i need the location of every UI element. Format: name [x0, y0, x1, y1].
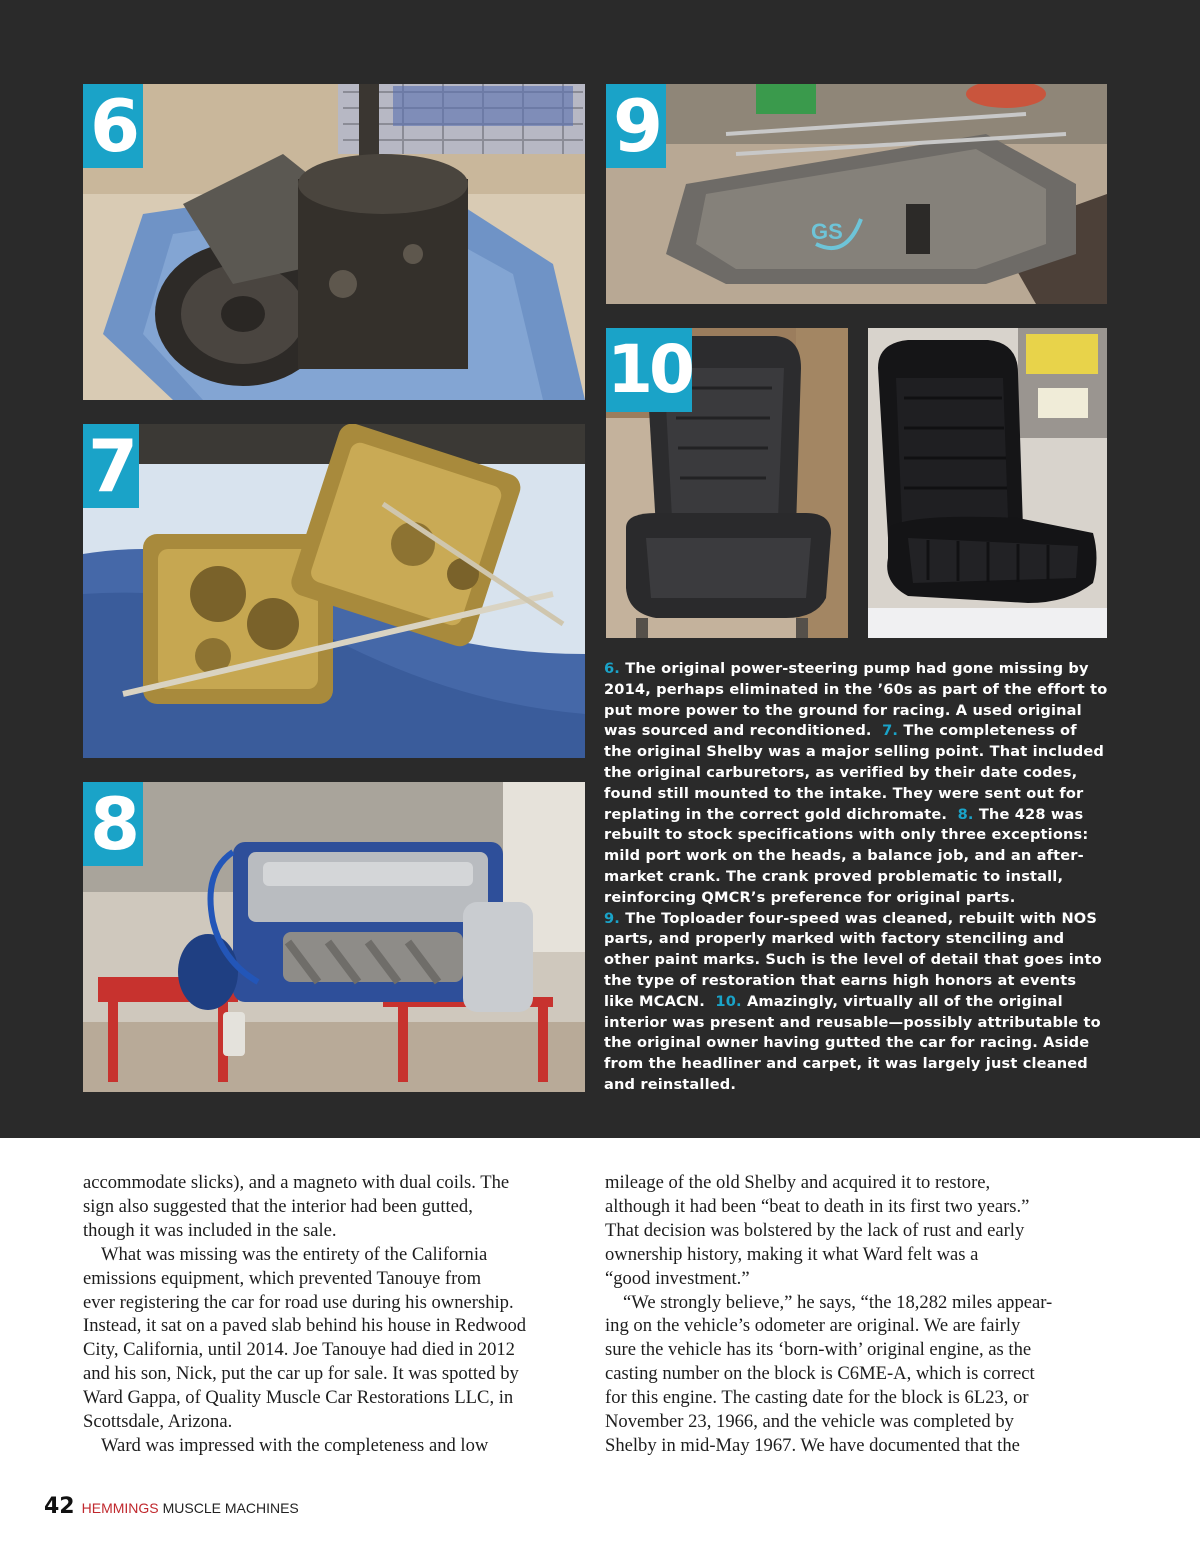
photo-number-badge-9: 9 [606, 84, 666, 168]
body-line: That decision was bolstered by the lack of rust and early [605, 1219, 1025, 1241]
body-column-left [83, 1171, 603, 1458]
body-line: November 23, 1966, and the vehicle was completed by [605, 1411, 1014, 1433]
body-line: sure the vehicle has its ‘born-with’ original engine, as the [605, 1339, 1032, 1361]
body-line: Scottsdale, Arizona. [83, 1411, 233, 1433]
body-paragraph [83, 1434, 603, 1458]
caption-number-8: 8. [957, 805, 974, 823]
body-line: although it had been “beat to death in its first two years.” [605, 1195, 1030, 1217]
gold-carburetors-image [83, 424, 585, 758]
body-line: for this engine. The casting date for the block is 6L23, or [605, 1387, 1029, 1409]
body-paragraph [605, 1171, 1125, 1291]
body-line: “We strongly believe,” he says, “the 18,282 miles appear- [623, 1291, 1053, 1313]
caption-text-6: The original power-steering pump had gone missing by 2014, perhaps eliminated in the ’60s as part of the effort to put more power to the ground for racing. A used original was sourced and reconditioned. [604, 660, 1108, 740]
caption-text-7: The completeness of the original Shelby was a major selling point. That included the original carburetors, as verified by their date codes, found still mounted to the intake. They were sent out for replating in the correct gold dichromate. [604, 722, 1105, 823]
body-line: Ward was impressed with the completeness and low [101, 1434, 489, 1456]
body-paragraph [83, 1243, 603, 1434]
photo-carburetors [83, 424, 585, 758]
photo-engine [83, 782, 585, 1092]
photo-number-badge-7: 7 [83, 424, 139, 508]
caption-number-9: 9. [604, 909, 620, 927]
body-column-right [605, 1171, 1125, 1458]
body-line: and his son, Nick, put the car up for sale. It was spotted by [83, 1363, 519, 1385]
caption-number-10: 10. [715, 992, 742, 1010]
body-line: mileage of the old Shelby and acquired it to restore, [605, 1172, 991, 1193]
body-line: Ward Gappa, of Quality Muscle Car Restorations LLC, in [83, 1387, 514, 1409]
body-line: casting number on the block is C6ME-A, which is correct [605, 1363, 1035, 1385]
body-line: though it was included in the sale. [83, 1219, 337, 1241]
restored-bucket-seat-image [868, 328, 1107, 638]
caption-text-9: The Toploader four-speed was cleaned, rebuilt with NOS parts, and properly marked with factory stenciling and other paint marks. Such is the level of detail that goes into the type of restoration that earns high honors at events like MCACN. [604, 909, 1102, 1010]
photo-number-badge-6: 6 [83, 84, 143, 168]
magazine-brand: HEMMINGS [81, 1500, 159, 1516]
body-line: sign also suggested that the interior had been gutted, [83, 1195, 473, 1217]
body-line: ing on the vehicle’s odometer are original. We are fairly [605, 1315, 1021, 1337]
photo-number-badge-8: 8 [83, 782, 143, 866]
caption-text-8: The 428 was rebuilt to stock specifications with only three exceptions: mild port work on the heads, a balance job, and an after-market crank. The crank proved problematic to install, reinforcing QMCR’s preference for original parts. [604, 805, 1089, 906]
gs-stencil-mark: GS [811, 219, 843, 244]
body-line: ownership history, making it what Ward felt was a [605, 1243, 979, 1265]
photo-seat-after [868, 328, 1107, 638]
power-steering-pump-image [83, 84, 585, 400]
body-line: accommodate slicks), and a magneto with dual coils. The [83, 1172, 510, 1193]
body-line: Shelby in mid-May 1967. We have documented that the [605, 1434, 1020, 1456]
body-line: ever registering the car for road use during his ownership. [83, 1291, 514, 1313]
caption-number-7: 7. [882, 722, 899, 740]
caption-number-6: 6. [604, 660, 620, 677]
toploader-transmission-image [606, 84, 1107, 304]
photo-captions [604, 659, 1109, 1096]
body-line: “good investment.” [605, 1267, 750, 1289]
page-number: 42 [44, 1494, 75, 1519]
rebuilt-engine-image [83, 782, 585, 1092]
photo-transmission [606, 84, 1107, 304]
body-line: What was missing was the entirety of the California [101, 1243, 488, 1265]
body-paragraph [83, 1171, 603, 1243]
photo-seat-before [606, 328, 848, 638]
magazine-title: MUSCLE MACHINES [162, 1500, 299, 1516]
photo-number-badge-10: 10 [606, 328, 692, 412]
body-paragraph [605, 1291, 1125, 1458]
body-line: City, California, until 2014. Joe Tanouye had died in 2012 [83, 1339, 515, 1361]
body-line: emissions equipment, which prevented Tanouye from [83, 1267, 482, 1289]
page-footer [44, 1494, 299, 1519]
photo-power-steering-pump [83, 84, 585, 400]
body-line: Instead, it sat on a paved slab behind his house in Redwood [83, 1315, 527, 1337]
caption-text-10: Amazingly, virtually all of the original interior was present and reusable—possibly attributable to the original owner having gutted the car for racing. Aside from the headliner and carpet, it was largely just cleaned and reinstalled. [604, 992, 1101, 1093]
